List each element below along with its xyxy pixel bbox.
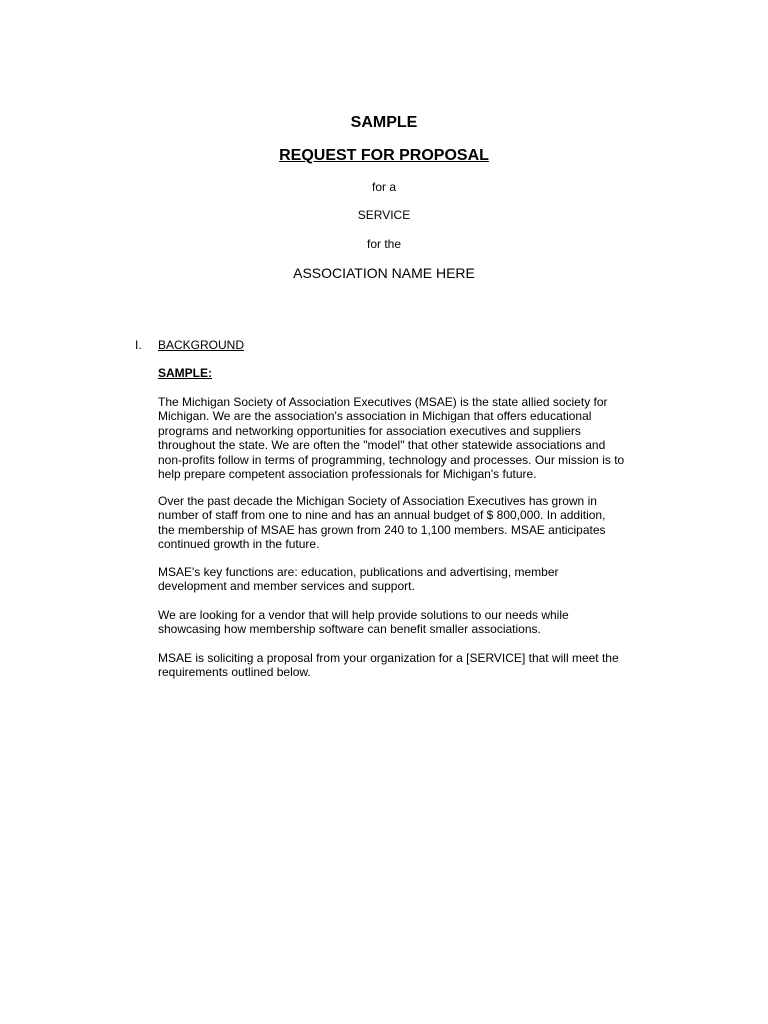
paragraph-line: programs and networking opportunities for association executives and suppliers bbox=[158, 423, 581, 438]
paragraph-vendor bbox=[158, 608, 658, 637]
association-name: ASSOCIATION NAME HERE bbox=[293, 265, 475, 281]
section-number: I. bbox=[135, 338, 142, 352]
sample-label: SAMPLE: bbox=[158, 366, 212, 380]
paragraph-intro bbox=[158, 395, 658, 481]
paragraph-line: showcasing how membership software can benefit smaller associations. bbox=[158, 622, 541, 637]
document-title: SAMPLE bbox=[350, 114, 418, 131]
paragraph-line: number of staff from one to nine and has an annual budget of $ 800,000. In addition, bbox=[158, 508, 606, 523]
paragraph-line: MSAE is soliciting a proposal from your organization for a [SERVICE] that will meet the bbox=[158, 651, 619, 665]
paragraph-line: continued growth in the future. bbox=[158, 537, 320, 552]
service-text: SERVICE bbox=[357, 208, 411, 222]
for-a-text: for a bbox=[371, 180, 396, 194]
paragraph-line: non-profits follow in terms of programming, technology and processes. Our mission is to bbox=[158, 452, 625, 467]
paragraph-line: throughout the state. We are often the "model" that other statewide associations and bbox=[158, 438, 606, 453]
paragraph-line: development and member services and support. bbox=[158, 579, 415, 594]
paragraph-line: help prepare competent association professionals for Michigan's future. bbox=[158, 467, 537, 482]
paragraph-line: Over the past decade the Michigan Society of Association Executives has grown in bbox=[158, 494, 597, 508]
paragraph-line: Michigan. We are the association's association in Michigan that offers educational bbox=[158, 409, 592, 424]
paragraph-line: The Michigan Society of Association Executives (MSAE) is the state allied society for bbox=[158, 395, 608, 409]
paragraph-line: requirements outlined below. bbox=[158, 665, 311, 680]
paragraph-line: We are looking for a vendor that will help provide solutions to our needs while bbox=[158, 608, 569, 622]
paragraph-growth bbox=[158, 494, 658, 552]
paragraph-line: MSAE's key functions are: education, publications and advertising, member bbox=[158, 565, 559, 579]
paragraph-line: the membership of MSAE has grown from 240 to 1,100 members. MSAE anticipates bbox=[158, 522, 606, 537]
paragraph-proposal bbox=[158, 651, 658, 680]
document-subtitle: REQUEST FOR PROPOSAL bbox=[279, 147, 489, 164]
for-the-text: for the bbox=[366, 237, 402, 251]
paragraph-functions bbox=[158, 565, 658, 594]
section-title: BACKGROUND bbox=[158, 338, 245, 352]
